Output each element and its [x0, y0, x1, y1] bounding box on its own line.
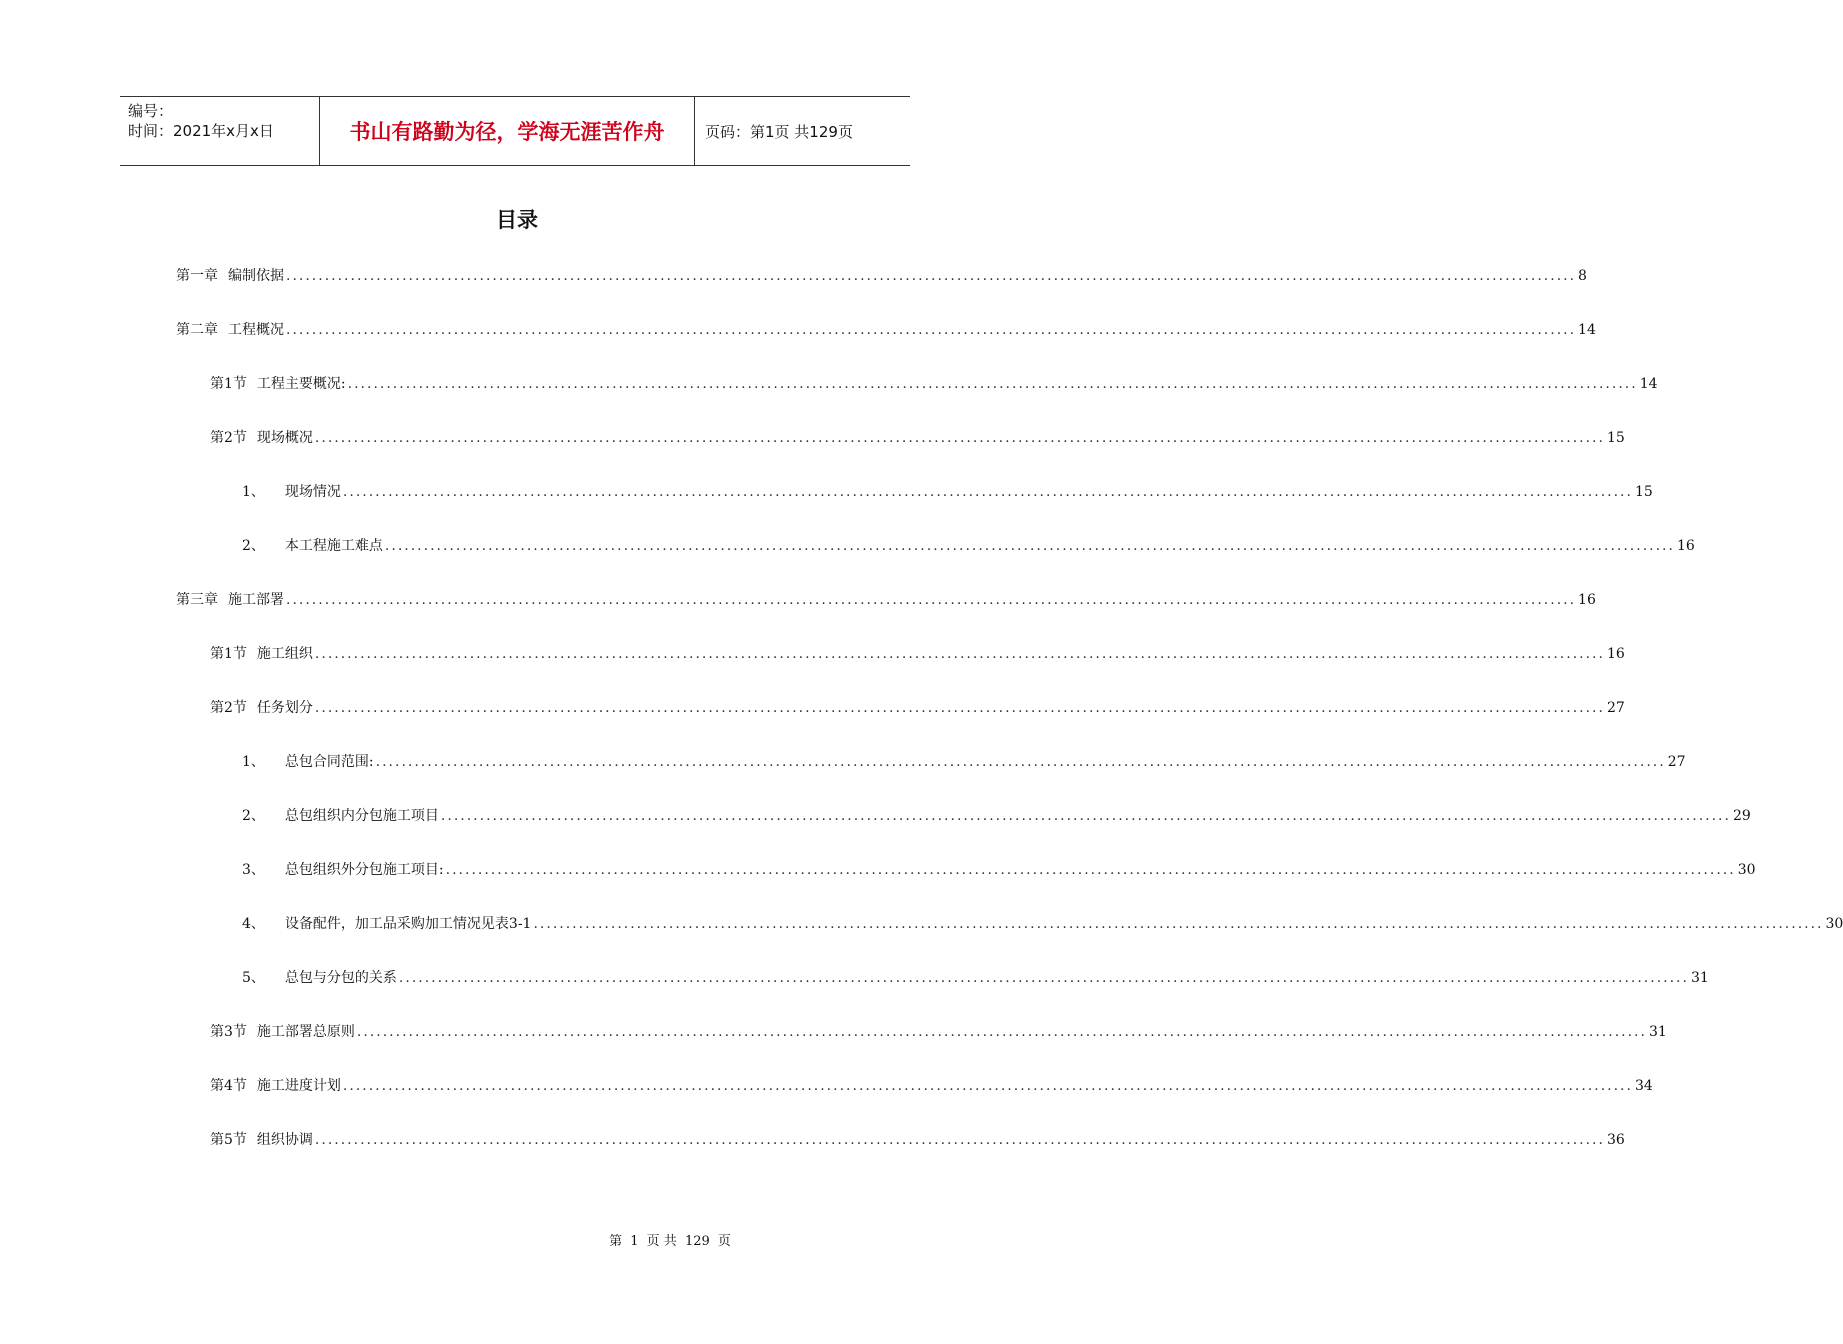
toc-entry-number: 第1节 [210, 646, 247, 662]
toc-entry-label: 总包与分包的关系 [284, 970, 397, 986]
toc-entry-label: 现场情况 [284, 484, 341, 500]
toc-entry-page: 30 [1737, 862, 1756, 878]
toc-entry-heading [242, 802, 439, 830]
toc-leader-dots: ........................................................................................................................................................................................................ [398, 970, 1689, 986]
toc-entry-heading [176, 262, 284, 290]
toc-entry-label: 总包组织外分包施工项目: [284, 862, 444, 878]
toc-leader-dots: ........................................................................................................................................................................................................ [440, 808, 1731, 824]
toc-entry-page: 30 [1825, 916, 1843, 932]
toc-leader-dots: ........................................................................................................................................................................................................ [286, 268, 1577, 284]
toc-entry-number: 第3节 [210, 1024, 247, 1040]
toc-entry-number: 2、 [242, 808, 265, 824]
toc-entry-label: 任务划分 [256, 700, 313, 716]
toc-entry[interactable] [176, 316, 1596, 370]
footer-prefix: 第 [609, 1234, 623, 1249]
toc-leader-dots: ........................................................................................................................................................................................................ [314, 430, 1605, 446]
header-meta [120, 97, 320, 165]
toc-entry-number: 1、 [242, 754, 265, 770]
toc-entry-page: 34 [1634, 1078, 1653, 1094]
toc-entry-label: 施工部署 [228, 592, 284, 608]
toc-entry-page: 29 [1732, 808, 1751, 824]
toc-entry-label: 现场概况 [256, 430, 313, 446]
toc-entry-number: 第5节 [210, 1132, 247, 1148]
toc-entry-heading [210, 1126, 313, 1154]
toc-entry-number: 2、 [242, 538, 265, 554]
toc-entry-heading [176, 316, 284, 344]
toc-title: 目录 [496, 208, 538, 232]
toc-entry-label: 总包组织内分包施工项目 [284, 808, 439, 824]
toc-entry-page: 31 [1648, 1024, 1667, 1040]
toc-entry-page: 16 [1676, 538, 1695, 554]
toc-entry-number: 第1节 [210, 376, 247, 392]
header-page-info: 页码：第1页 共129页 [705, 122, 853, 141]
page-footer [0, 1230, 1340, 1249]
toc-entry-heading [242, 532, 383, 560]
toc-leader-dots: ........................................................................................................................................................................................................ [342, 1078, 1633, 1094]
toc-entry-heading [242, 910, 531, 938]
toc-entry[interactable] [176, 1018, 1667, 1072]
toc-entry-heading [210, 1018, 355, 1046]
toc-entry-label: 施工组织 [256, 646, 313, 662]
toc-entry-heading [176, 586, 284, 614]
toc-entry[interactable] [176, 694, 1625, 748]
toc-entry[interactable] [176, 748, 1686, 802]
table-of-contents [176, 262, 1843, 1180]
toc-entry-heading [210, 424, 313, 452]
toc-entry-heading [210, 640, 313, 668]
toc-entry-number: 第一章 [176, 268, 218, 284]
toc-entry-page: 15 [1634, 484, 1653, 500]
toc-leader-dots: ........................................................................................................................................................................................................ [286, 592, 1577, 608]
toc-entry[interactable] [176, 370, 1658, 424]
toc-leader-dots: ........................................................................................................................................................................................................ [314, 700, 1605, 716]
serial-label: 编号： [128, 102, 174, 120]
toc-leader-dots: ........................................................................................................................................................................................................ [314, 646, 1605, 662]
toc-entry-number: 3、 [242, 862, 265, 878]
footer-total-pages: 129 [684, 1234, 710, 1249]
toc-leader-dots: ........................................................................................................................................................................................................ [347, 376, 1638, 392]
toc-entry-page: 27 [1667, 754, 1686, 770]
toc-entry-number: 5、 [242, 970, 265, 986]
footer-suffix: 页 [717, 1234, 731, 1249]
toc-leader-dots: ........................................................................................................................................................................................................ [356, 1024, 1647, 1040]
toc-entry-page: 36 [1606, 1132, 1625, 1148]
toc-entry-number: 第二章 [176, 322, 218, 338]
toc-entry[interactable] [176, 1072, 1653, 1126]
toc-entry[interactable] [176, 640, 1625, 694]
toc-entry[interactable] [176, 478, 1653, 532]
toc-entry-page: 31 [1690, 970, 1709, 986]
header-motto: 书山有路勤为径，学海无涯苦作舟 [320, 97, 695, 165]
toc-entry[interactable] [176, 532, 1695, 586]
toc-entry-page: 27 [1606, 700, 1625, 716]
footer-current-page: 1 [630, 1234, 639, 1249]
toc-entry[interactable] [176, 424, 1625, 478]
toc-entry-label: 工程主要概况: [256, 376, 346, 392]
toc-entry-page: 15 [1606, 430, 1625, 446]
toc-entry-page: 16 [1578, 592, 1596, 608]
toc-entry-number: 1、 [242, 484, 265, 500]
toc-entry-number: 第4节 [210, 1078, 247, 1094]
toc-entry-label: 施工进度计划 [256, 1078, 341, 1094]
toc-leader-dots: ........................................................................................................................................................................................................ [384, 538, 1675, 554]
page-header [120, 96, 910, 166]
toc-entry-heading [242, 856, 444, 884]
toc-leader-dots: ........................................................................................................................................................................................................ [375, 754, 1666, 770]
toc-entry-page: 8 [1578, 268, 1587, 284]
toc-entry[interactable] [176, 964, 1709, 1018]
toc-entry-number: 第三章 [176, 592, 218, 608]
toc-entry-label: 组织协调 [256, 1132, 313, 1148]
toc-entry[interactable] [176, 910, 1843, 964]
toc-entry[interactable] [176, 856, 1756, 910]
toc-entry[interactable] [176, 262, 1587, 316]
footer-middle: 页 共 [646, 1234, 677, 1249]
toc-entry-label: 工程概况 [228, 322, 284, 338]
toc-entry[interactable] [176, 1126, 1625, 1180]
toc-entry[interactable] [176, 586, 1596, 640]
toc-entry-label: 设备配件，加工品采购加工情况见表3-1 [284, 916, 532, 932]
toc-entry[interactable] [176, 802, 1751, 856]
toc-entry-heading [210, 370, 346, 398]
toc-leader-dots: ........................................................................................................................................................................................................ [533, 916, 1824, 932]
toc-leader-dots: ........................................................................................................................................................................................................ [286, 322, 1577, 338]
toc-entry-heading [242, 964, 397, 992]
toc-entry-number: 4、 [242, 916, 265, 932]
toc-entry-label: 编制依据 [228, 268, 284, 284]
toc-leader-dots: ........................................................................................................................................................................................................ [342, 484, 1633, 500]
toc-entry-label: 总包合同范围: [284, 754, 374, 770]
toc-entry-label: 本工程施工难点 [284, 538, 383, 554]
toc-entry-heading [210, 1072, 341, 1100]
toc-entry-label: 施工部署总原则 [256, 1024, 355, 1040]
toc-entry-heading [210, 694, 313, 722]
toc-entry-heading [242, 478, 341, 506]
toc-entry-page: 14 [1578, 322, 1596, 338]
toc-leader-dots: ........................................................................................................................................................................................................ [314, 1132, 1605, 1148]
toc-entry-number: 第2节 [210, 430, 247, 446]
toc-leader-dots: ........................................................................................................................................................................................................ [445, 862, 1736, 878]
toc-entry-number: 第2节 [210, 700, 247, 716]
toc-entry-page: 14 [1639, 376, 1658, 392]
toc-entry-page: 16 [1606, 646, 1625, 662]
toc-entry-heading [242, 748, 374, 776]
time-label: 时间：2021年x月x日 [128, 122, 274, 140]
